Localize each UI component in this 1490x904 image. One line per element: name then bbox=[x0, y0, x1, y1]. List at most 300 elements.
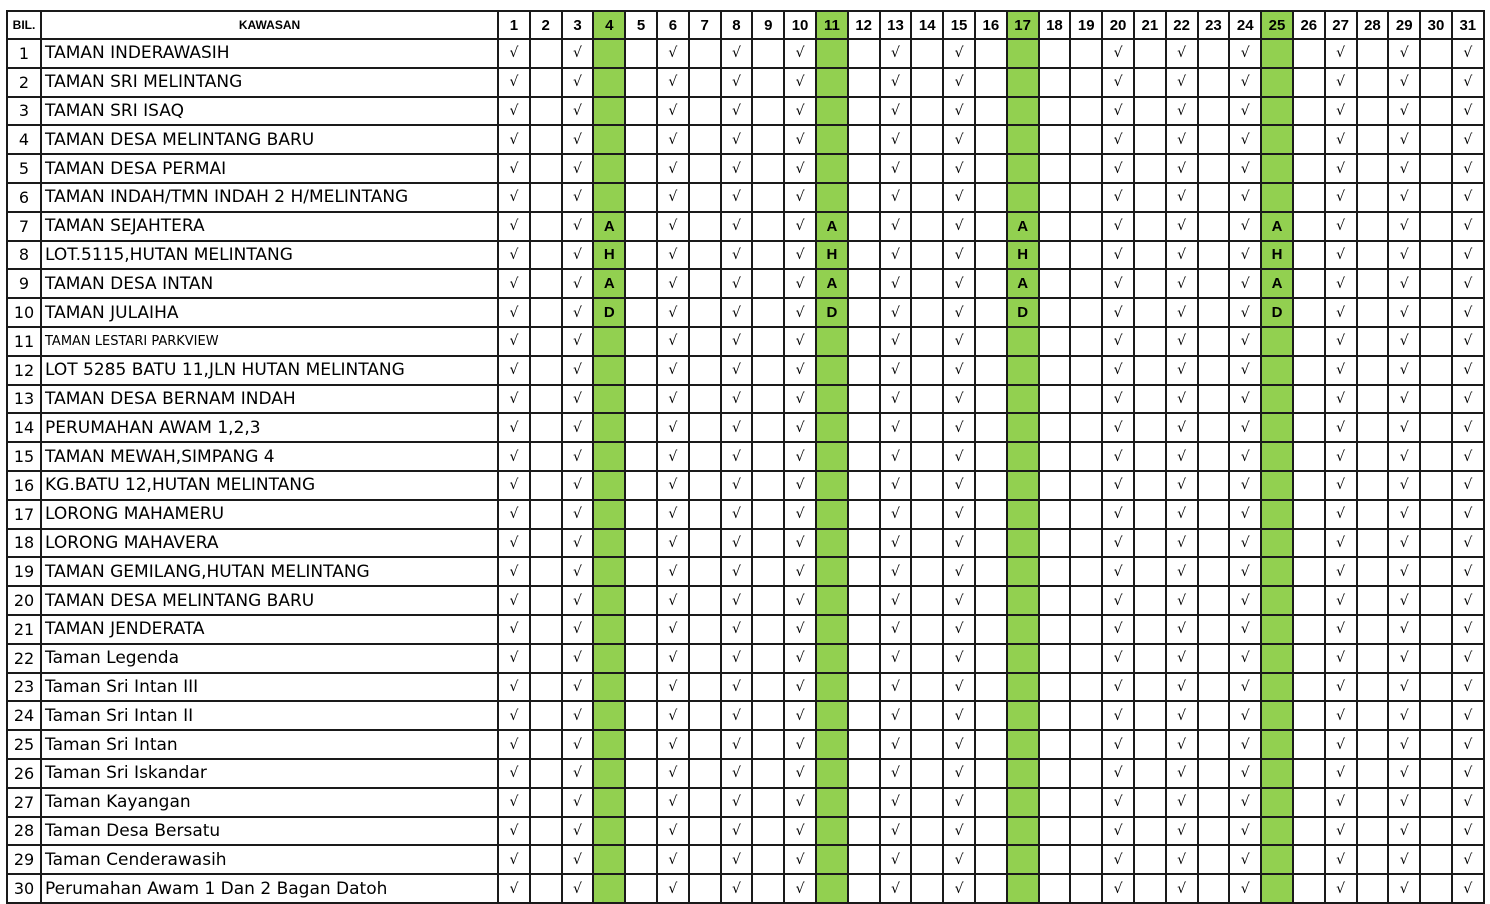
day-cell bbox=[530, 817, 562, 846]
sunday-cell: A bbox=[593, 212, 625, 241]
day-cell bbox=[1070, 817, 1102, 846]
day-cell bbox=[530, 39, 562, 68]
check-mark-cell: √ bbox=[1102, 442, 1134, 471]
day-cell bbox=[1198, 413, 1230, 442]
table-row bbox=[7, 817, 1484, 846]
day-cell bbox=[1039, 845, 1071, 874]
day-cell bbox=[625, 327, 657, 356]
check-mark-cell: √ bbox=[784, 759, 816, 788]
area-name: TAMAN JENDERATA bbox=[41, 615, 498, 644]
day-cell bbox=[1198, 385, 1230, 414]
sunday-cell bbox=[1261, 644, 1293, 673]
check-mark-cell: √ bbox=[1452, 759, 1484, 788]
day-cell bbox=[1198, 759, 1230, 788]
area-name: LOT.5115,HUTAN MELINTANG bbox=[41, 241, 498, 270]
day-cell bbox=[848, 557, 880, 586]
day-cell bbox=[848, 788, 880, 817]
check-mark-cell: √ bbox=[880, 269, 912, 298]
check-mark-cell: √ bbox=[1452, 327, 1484, 356]
sunday-cell bbox=[1261, 154, 1293, 183]
day-cell bbox=[1420, 298, 1452, 327]
day-cell bbox=[1134, 125, 1166, 154]
day-cell bbox=[752, 442, 784, 471]
header-kawasan: KAWASAN bbox=[41, 11, 498, 39]
area-name: Taman Kayangan bbox=[41, 788, 498, 817]
check-mark-cell: √ bbox=[784, 817, 816, 846]
header-day-4: 4 bbox=[593, 11, 625, 39]
day-cell bbox=[752, 586, 784, 615]
day-cell bbox=[975, 788, 1007, 817]
day-cell bbox=[689, 212, 721, 241]
day-cell bbox=[1293, 385, 1325, 414]
check-mark-cell: √ bbox=[562, 817, 594, 846]
check-mark-cell: √ bbox=[1388, 68, 1420, 97]
check-mark-cell: √ bbox=[562, 874, 594, 903]
day-cell bbox=[689, 759, 721, 788]
check-mark-cell: √ bbox=[562, 615, 594, 644]
day-cell bbox=[689, 644, 721, 673]
check-mark-cell: √ bbox=[657, 615, 689, 644]
check-mark-cell: √ bbox=[784, 557, 816, 586]
day-cell bbox=[1357, 125, 1389, 154]
check-mark-cell: √ bbox=[1102, 68, 1134, 97]
day-cell bbox=[911, 442, 943, 471]
day-cell bbox=[1134, 212, 1166, 241]
row-number: 1 bbox=[7, 39, 41, 68]
area-name: TAMAN SRI MELINTANG bbox=[41, 68, 498, 97]
check-mark-cell: √ bbox=[721, 356, 753, 385]
check-mark-cell: √ bbox=[1102, 125, 1134, 154]
check-mark-cell: √ bbox=[943, 68, 975, 97]
check-mark-cell: √ bbox=[1166, 39, 1198, 68]
check-mark-cell: √ bbox=[1325, 471, 1357, 500]
check-mark-cell: √ bbox=[657, 874, 689, 903]
check-mark-cell: √ bbox=[1102, 845, 1134, 874]
day-cell bbox=[975, 269, 1007, 298]
day-cell bbox=[911, 788, 943, 817]
sunday-cell bbox=[816, 673, 848, 702]
day-cell bbox=[911, 356, 943, 385]
day-cell bbox=[689, 269, 721, 298]
day-cell bbox=[1134, 471, 1166, 500]
sunday-cell: H bbox=[1261, 241, 1293, 270]
day-cell bbox=[911, 874, 943, 903]
day-cell bbox=[1357, 385, 1389, 414]
day-cell bbox=[1357, 442, 1389, 471]
sunday-cell bbox=[816, 845, 848, 874]
day-cell bbox=[1039, 817, 1071, 846]
check-mark-cell: √ bbox=[784, 788, 816, 817]
day-cell bbox=[1134, 298, 1166, 327]
check-mark-cell: √ bbox=[1102, 356, 1134, 385]
day-cell bbox=[752, 413, 784, 442]
day-cell bbox=[625, 68, 657, 97]
day-cell bbox=[625, 673, 657, 702]
check-mark-cell: √ bbox=[721, 413, 753, 442]
check-mark-cell: √ bbox=[880, 615, 912, 644]
check-mark-cell: √ bbox=[1325, 68, 1357, 97]
day-cell bbox=[752, 327, 784, 356]
day-cell bbox=[1357, 673, 1389, 702]
check-mark-cell: √ bbox=[1229, 759, 1261, 788]
check-mark-cell: √ bbox=[1325, 413, 1357, 442]
row-number: 11 bbox=[7, 327, 41, 356]
day-cell bbox=[1198, 442, 1230, 471]
sunday-cell bbox=[593, 673, 625, 702]
check-mark-cell: √ bbox=[721, 701, 753, 730]
check-mark-cell: √ bbox=[880, 471, 912, 500]
area-name: Taman Sri Intan bbox=[41, 730, 498, 759]
check-mark-cell: √ bbox=[562, 442, 594, 471]
sunday-cell bbox=[1261, 500, 1293, 529]
sunday-cell bbox=[1261, 845, 1293, 874]
header-day-17: 17 bbox=[1007, 11, 1039, 39]
check-mark-cell: √ bbox=[784, 673, 816, 702]
row-number: 17 bbox=[7, 500, 41, 529]
check-mark-cell: √ bbox=[562, 759, 594, 788]
day-cell bbox=[689, 183, 721, 212]
check-mark-cell: √ bbox=[1452, 874, 1484, 903]
row-number: 5 bbox=[7, 154, 41, 183]
check-mark-cell: √ bbox=[1166, 500, 1198, 529]
header-day-8: 8 bbox=[721, 11, 753, 39]
table-row bbox=[7, 874, 1484, 903]
sunday-cell bbox=[593, 874, 625, 903]
day-cell bbox=[1357, 241, 1389, 270]
header-day-5: 5 bbox=[625, 11, 657, 39]
check-mark-cell: √ bbox=[657, 212, 689, 241]
day-cell bbox=[975, 183, 1007, 212]
day-cell bbox=[530, 442, 562, 471]
table-row bbox=[7, 759, 1484, 788]
day-cell bbox=[1357, 701, 1389, 730]
check-mark-cell: √ bbox=[657, 500, 689, 529]
check-mark-cell: √ bbox=[784, 615, 816, 644]
day-cell bbox=[1357, 298, 1389, 327]
check-mark-cell: √ bbox=[1102, 39, 1134, 68]
day-cell bbox=[1134, 759, 1166, 788]
day-cell bbox=[1420, 356, 1452, 385]
sunday-cell bbox=[593, 730, 625, 759]
check-mark-cell: √ bbox=[1229, 874, 1261, 903]
day-cell bbox=[625, 442, 657, 471]
sunday-cell bbox=[1261, 327, 1293, 356]
sunday-cell bbox=[1261, 413, 1293, 442]
day-cell bbox=[752, 356, 784, 385]
check-mark-cell: √ bbox=[1388, 845, 1420, 874]
check-mark-cell: √ bbox=[1102, 759, 1134, 788]
day-cell bbox=[1357, 788, 1389, 817]
row-number: 29 bbox=[7, 845, 41, 874]
area-name: TAMAN MEWAH,SIMPANG 4 bbox=[41, 442, 498, 471]
sunday-cell bbox=[1007, 125, 1039, 154]
day-cell bbox=[1198, 183, 1230, 212]
day-cell bbox=[848, 615, 880, 644]
day-cell bbox=[975, 97, 1007, 126]
sunday-cell bbox=[1007, 183, 1039, 212]
check-mark-cell: √ bbox=[498, 644, 530, 673]
check-mark-cell: √ bbox=[721, 673, 753, 702]
check-mark-cell: √ bbox=[784, 212, 816, 241]
day-cell bbox=[848, 154, 880, 183]
check-mark-cell: √ bbox=[498, 701, 530, 730]
check-mark-cell: √ bbox=[1452, 788, 1484, 817]
sunday-cell bbox=[593, 125, 625, 154]
day-cell bbox=[911, 154, 943, 183]
check-mark-cell: √ bbox=[784, 385, 816, 414]
day-cell bbox=[752, 557, 784, 586]
header-day-25: 25 bbox=[1261, 11, 1293, 39]
day-cell bbox=[1420, 385, 1452, 414]
check-mark-cell: √ bbox=[1229, 701, 1261, 730]
sunday-cell bbox=[1007, 471, 1039, 500]
day-cell bbox=[752, 759, 784, 788]
day-cell bbox=[975, 586, 1007, 615]
check-mark-cell: √ bbox=[1166, 183, 1198, 212]
check-mark-cell: √ bbox=[880, 385, 912, 414]
day-cell bbox=[530, 730, 562, 759]
check-mark-cell: √ bbox=[721, 327, 753, 356]
check-mark-cell: √ bbox=[1229, 413, 1261, 442]
day-cell bbox=[752, 500, 784, 529]
day-cell bbox=[689, 788, 721, 817]
check-mark-cell: √ bbox=[1166, 385, 1198, 414]
area-name: Taman Sri Intan II bbox=[41, 701, 498, 730]
sunday-cell bbox=[1007, 644, 1039, 673]
check-mark-cell: √ bbox=[498, 529, 530, 558]
row-number: 13 bbox=[7, 385, 41, 414]
sunday-cell bbox=[816, 183, 848, 212]
check-mark-cell: √ bbox=[1388, 183, 1420, 212]
day-cell bbox=[1134, 586, 1166, 615]
day-cell bbox=[625, 759, 657, 788]
day-cell bbox=[689, 874, 721, 903]
check-mark-cell: √ bbox=[1229, 241, 1261, 270]
sunday-cell bbox=[1261, 385, 1293, 414]
sunday-cell bbox=[593, 615, 625, 644]
row-number: 15 bbox=[7, 442, 41, 471]
day-cell bbox=[1198, 356, 1230, 385]
check-mark-cell: √ bbox=[721, 241, 753, 270]
day-cell bbox=[1420, 759, 1452, 788]
day-cell bbox=[911, 68, 943, 97]
table-row bbox=[7, 788, 1484, 817]
table-row bbox=[7, 644, 1484, 673]
sunday-cell bbox=[1261, 529, 1293, 558]
check-mark-cell: √ bbox=[880, 529, 912, 558]
day-cell bbox=[1293, 586, 1325, 615]
check-mark-cell: √ bbox=[1166, 673, 1198, 702]
check-mark-cell: √ bbox=[1388, 212, 1420, 241]
header-day-28: 28 bbox=[1357, 11, 1389, 39]
day-cell bbox=[1293, 97, 1325, 126]
day-cell bbox=[752, 788, 784, 817]
sunday-cell bbox=[1261, 759, 1293, 788]
day-cell bbox=[752, 471, 784, 500]
check-mark-cell: √ bbox=[1102, 269, 1134, 298]
check-mark-cell: √ bbox=[784, 874, 816, 903]
row-number: 19 bbox=[7, 557, 41, 586]
day-cell bbox=[848, 500, 880, 529]
check-mark-cell: √ bbox=[1388, 97, 1420, 126]
check-mark-cell: √ bbox=[943, 845, 975, 874]
sunday-cell bbox=[1261, 97, 1293, 126]
row-number: 8 bbox=[7, 241, 41, 270]
sunday-cell: D bbox=[593, 298, 625, 327]
day-cell bbox=[1070, 97, 1102, 126]
day-cell bbox=[1357, 529, 1389, 558]
header-day-31: 31 bbox=[1452, 11, 1484, 39]
check-mark-cell: √ bbox=[784, 586, 816, 615]
check-mark-cell: √ bbox=[562, 269, 594, 298]
day-cell bbox=[1198, 298, 1230, 327]
check-mark-cell: √ bbox=[880, 125, 912, 154]
check-mark-cell: √ bbox=[1325, 183, 1357, 212]
check-mark-cell: √ bbox=[562, 327, 594, 356]
check-mark-cell: √ bbox=[1388, 529, 1420, 558]
day-cell bbox=[689, 413, 721, 442]
check-mark-cell: √ bbox=[1452, 701, 1484, 730]
sunday-cell: H bbox=[1007, 241, 1039, 270]
area-name: TAMAN DESA PERMAI bbox=[41, 154, 498, 183]
day-cell bbox=[530, 154, 562, 183]
day-cell bbox=[1039, 586, 1071, 615]
check-mark-cell: √ bbox=[721, 298, 753, 327]
sunday-cell bbox=[1261, 615, 1293, 644]
day-cell bbox=[689, 557, 721, 586]
check-mark-cell: √ bbox=[1325, 212, 1357, 241]
check-mark-cell: √ bbox=[784, 327, 816, 356]
check-mark-cell: √ bbox=[498, 442, 530, 471]
check-mark-cell: √ bbox=[1102, 817, 1134, 846]
sunday-cell bbox=[816, 701, 848, 730]
sunday-cell bbox=[593, 154, 625, 183]
day-cell bbox=[1039, 183, 1071, 212]
day-cell bbox=[1039, 874, 1071, 903]
table-row bbox=[7, 500, 1484, 529]
day-cell bbox=[530, 413, 562, 442]
day-cell bbox=[1039, 97, 1071, 126]
check-mark-cell: √ bbox=[943, 644, 975, 673]
check-mark-cell: √ bbox=[943, 874, 975, 903]
day-cell bbox=[1293, 557, 1325, 586]
day-cell bbox=[848, 385, 880, 414]
check-mark-cell: √ bbox=[1452, 471, 1484, 500]
day-cell bbox=[1039, 644, 1071, 673]
sunday-cell bbox=[1007, 788, 1039, 817]
check-mark-cell: √ bbox=[562, 529, 594, 558]
day-cell bbox=[1420, 817, 1452, 846]
check-mark-cell: √ bbox=[498, 413, 530, 442]
header-day-14: 14 bbox=[911, 11, 943, 39]
schedule-body bbox=[7, 39, 1484, 903]
day-cell bbox=[752, 39, 784, 68]
sunday-cell bbox=[816, 327, 848, 356]
check-mark-cell: √ bbox=[1452, 269, 1484, 298]
check-mark-cell: √ bbox=[880, 788, 912, 817]
day-cell bbox=[530, 356, 562, 385]
check-mark-cell: √ bbox=[562, 673, 594, 702]
check-mark-cell: √ bbox=[498, 97, 530, 126]
check-mark-cell: √ bbox=[1166, 241, 1198, 270]
day-cell bbox=[1198, 269, 1230, 298]
day-cell bbox=[1039, 212, 1071, 241]
day-cell bbox=[911, 644, 943, 673]
day-cell bbox=[1039, 759, 1071, 788]
sunday-cell: A bbox=[593, 269, 625, 298]
check-mark-cell: √ bbox=[1325, 154, 1357, 183]
check-mark-cell: √ bbox=[784, 471, 816, 500]
check-mark-cell: √ bbox=[657, 673, 689, 702]
check-mark-cell: √ bbox=[943, 759, 975, 788]
day-cell bbox=[625, 557, 657, 586]
table-row bbox=[7, 154, 1484, 183]
table-row bbox=[7, 586, 1484, 615]
day-cell bbox=[1134, 269, 1166, 298]
day-cell bbox=[911, 298, 943, 327]
check-mark-cell: √ bbox=[1166, 730, 1198, 759]
sunday-cell bbox=[1007, 529, 1039, 558]
check-mark-cell: √ bbox=[880, 241, 912, 270]
day-cell bbox=[848, 817, 880, 846]
check-mark-cell: √ bbox=[1166, 413, 1198, 442]
day-cell bbox=[848, 673, 880, 702]
check-mark-cell: √ bbox=[784, 68, 816, 97]
day-cell bbox=[1134, 97, 1166, 126]
sunday-cell bbox=[816, 586, 848, 615]
check-mark-cell: √ bbox=[1325, 241, 1357, 270]
check-mark-cell: √ bbox=[784, 730, 816, 759]
sunday-cell: H bbox=[593, 241, 625, 270]
day-cell bbox=[1420, 471, 1452, 500]
header-day-7: 7 bbox=[689, 11, 721, 39]
sunday-cell bbox=[593, 327, 625, 356]
check-mark-cell: √ bbox=[657, 183, 689, 212]
day-cell bbox=[625, 586, 657, 615]
day-cell bbox=[1293, 874, 1325, 903]
day-cell bbox=[1420, 874, 1452, 903]
sunday-cell bbox=[593, 788, 625, 817]
check-mark-cell: √ bbox=[1229, 442, 1261, 471]
sunday-cell bbox=[1007, 557, 1039, 586]
day-cell bbox=[1198, 68, 1230, 97]
day-cell bbox=[1420, 241, 1452, 270]
day-cell bbox=[689, 97, 721, 126]
check-mark-cell: √ bbox=[1166, 557, 1198, 586]
day-cell bbox=[1070, 356, 1102, 385]
check-mark-cell: √ bbox=[721, 385, 753, 414]
day-cell bbox=[911, 39, 943, 68]
day-cell bbox=[975, 413, 1007, 442]
area-name: TAMAN LESTARI PARKVIEW bbox=[41, 327, 498, 356]
day-cell bbox=[1134, 529, 1166, 558]
check-mark-cell: √ bbox=[1452, 97, 1484, 126]
check-mark-cell: √ bbox=[498, 125, 530, 154]
sunday-cell bbox=[593, 97, 625, 126]
day-cell bbox=[1134, 730, 1166, 759]
day-cell bbox=[1198, 529, 1230, 558]
check-mark-cell: √ bbox=[880, 413, 912, 442]
day-cell bbox=[1039, 529, 1071, 558]
day-cell bbox=[1039, 154, 1071, 183]
check-mark-cell: √ bbox=[1452, 845, 1484, 874]
day-cell bbox=[1420, 125, 1452, 154]
day-cell bbox=[1357, 557, 1389, 586]
sunday-cell bbox=[816, 529, 848, 558]
sunday-cell bbox=[593, 557, 625, 586]
sunday-cell bbox=[816, 817, 848, 846]
day-cell bbox=[1134, 241, 1166, 270]
